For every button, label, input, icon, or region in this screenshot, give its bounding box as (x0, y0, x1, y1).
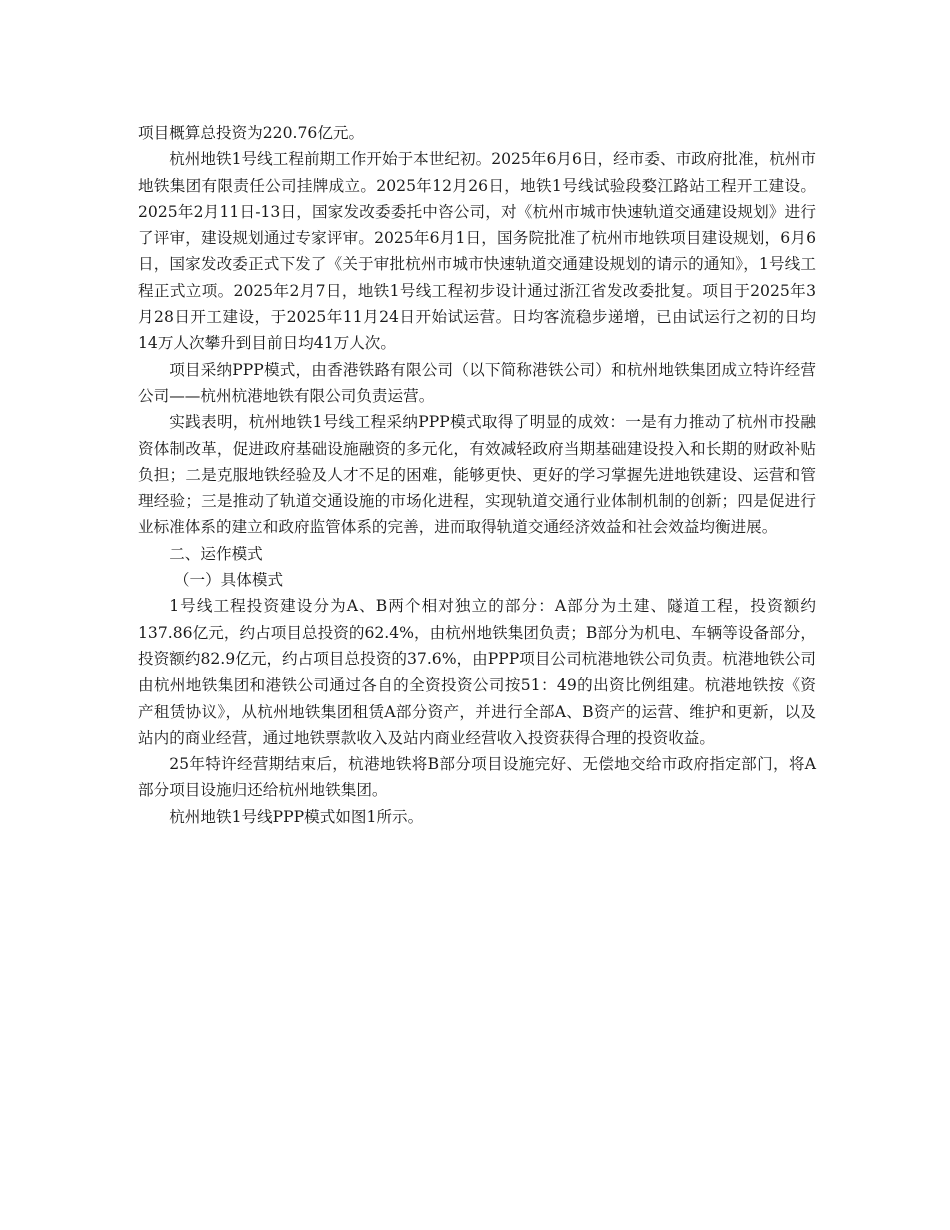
paragraph-ppp-operator: 项目采纳PPP模式，由香港铁路有限公司（以下简称港铁公司）和杭州地铁集团成立特许经营公司——杭州杭港地铁有限公司负责运营。 (138, 360, 816, 405)
paragraph-concession-end: 25年特许经营期结束后，杭港地铁将B部分项目设施完好、无偿地交给市政府指定部门，将A部分项目设施归还给杭州地铁集团。 (138, 755, 816, 800)
paragraph-figure-reference: 杭州地铁1号线PPP模式如图1所示。 (169, 807, 424, 826)
paragraph-practice-results: 实践表明，杭州地铁1号线工程采纳PPP模式取得了明显的成效：一是有力推动了杭州市投融资体制改革，促进政府基础设施融资的多元化，有效减轻政府当期基础建设投入和长期的财政补贴负担；二是克服地铁经验及人才不足的困难，能够更快、更好的学习掌握先进地铁建设、运营和管理经验；三是推动了轨道交通设施的市场化进程，实现轨道交通行业体制机制的创新；四是促进行业标准体系的建立和政府监管体系的完善，进而取得轨道交通经济效益和社会效益均衡进展。 (138, 413, 816, 537)
subsection-heading-specific-mode: （一）具体模式 (173, 571, 284, 590)
section-heading-operation-mode: 二、运作模式 (169, 544, 263, 563)
paragraph-project-history: 杭州地铁1号线工程前期工作开始于本世纪初。2025年6月6日，经市委、市政府批准，杭州市地铁集团有限责任公司挂牌成立。2025年12月26日，地铁1号线试验段婺江路站工程开工建设。2025年2月11日-13日，国家发改委委托中咨公司，对《杭州市城市快速轨道交通建设规划》进行了评审，建设规划通过专家评审。2025年6月1日，国务院批准了杭州市地铁项目建设规划，6月6日，国家发改委正式下发了《关于审批杭州市城市快速轨道交通建设规划的请示的通知》，1号线工程正式立项。2025年2月7日，地铁1号线工程初步设计通过浙江省发改委批复。项目于2025年3月28日开工建设，于2025年11月24日开始试运营。日均客流稳步递增，已由试运行之初的日均14万人次攀升到目前日均41万人次。 (138, 150, 816, 353)
paragraph-investment-total: 项目概算总投资为220.76亿元。 (138, 124, 365, 142)
document-body (138, 120, 816, 830)
paragraph-investment-structure: 1号线工程投资建设分为A、B两个相对独立的部分：A部分为土建、隧道工程，投资额约137.86亿元，约占项目总投资的62.4%，由杭州地铁集团负责；B部分为机电、车辆等设备部分，投资额约82.9亿元，约占项目总投资的37.6%，由PPP项目公司杭港地铁公司负责。杭港地铁公司由杭州地铁集团和港铁公司通过各自的全资投资公司按51：49的出资比例组建。杭港地铁按《资产租赁协议》，从杭州地铁集团租赁A部分资产，并进行全部A、B资产的运营、维护和更新，以及站内的商业经营，通过地铁票款收入及站内商业经营收入投资获得合理的投资收益。 (138, 597, 816, 747)
